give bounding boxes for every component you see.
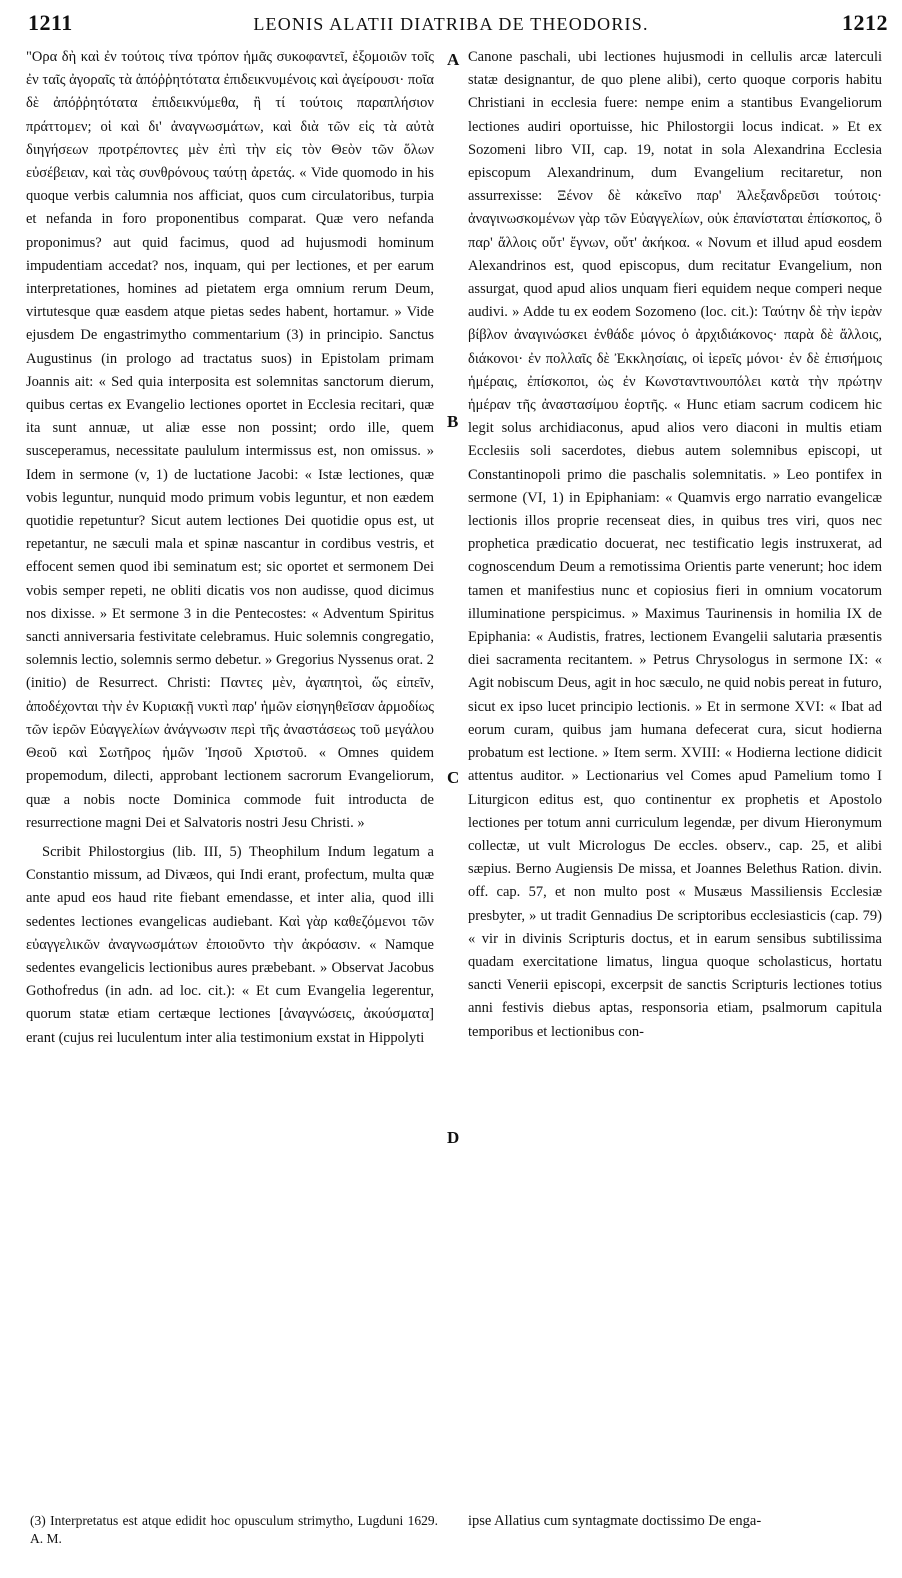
right-column xyxy=(468,46,882,1546)
footnote: (3) Interpretatus est atque edidit hoc opusculum strimytho, Lugduni 1629. A. M. xyxy=(30,1513,438,1546)
margin-letter-d: D xyxy=(447,1128,460,1147)
left-paragraph-1: "Ορα δὴ καὶ ἐν τούτοις τίνα τρόπον ἡμᾶς συκοφαντεῖ, ἐξομοιῶν τοῖς ἐν ταῖς ἀγοραῖς τὰ ἀπόῤῥητότατα ἐπιδεικνυμένοις καὶ ἀγείρουσι· ποῖα δὲ ἀπόῤῥητότατα ἐπιδεικνύμεθα, ἢ τί τούτοις παραπλήσιον πράττομεν; οἱ καὶ δι' ἀναγνωσμάτων, καὶ διὰ τῶν εἰς τὰ αὐτὰ διηγήσεων προτρέποντες μὲν ἐπὶ τὴν εἰς τὸν Θεὸν τῶν ὅλων εὐσέβειαν, καὶ τὰς συνθρόνους ταύτῃ ἀρετάς. « Vide quomodo in his quoque verbis calumnia nos afficiat, quos cum circulatoribus, turpia et nefanda in foro proponentibus comparat. Quæ vero nefanda proponimus? aut quid facimus, quod ad hujusmodi hominum impudentiam accedat? nos, inquam, qui per lectiones, et per earum interpretationes, homines ad pietatem erga omnium rerum Deum, virtutesque quæ easdem atque pietas sedes habent, hortamur. » Vide ejusdem De engastrimytho commentarium (3) in principio. Sanctus Augustinus (in prologo ad tractatus suos) in Epistolam primam Joannis ait: « Sed quia interposita est solemnitas sanctorum dierum, quibus certas ex Evangelio lectiones oportet in Ecclesia recitari, quæ ita sunt annuæ, ut aliæ esse non possint; ordo ille, quem susceperamus, necessitate paululum intermissus est, non omissus. » Idem in sermone (v, 1) de luctatione Jacobi: « Istæ lectiones, quæ vobis leguntur, nunquid modo primum vobis leguntur, et non eædem quotidie repetuntur? Sicut autem lectiones Dei quotidie opus est, ut repetantur, ne sæculi mala et spinæ nascantur in cordibus vestris, et effocent semen quod ibi seminatum est; sic oportet et sermonem Dei vobis semper repeti, ne obliti dicatis vos non audisse, quod dicimus nos dixisse. » Et sermone 3 in die Pentecostes: « Adventum Spiritus sancti anniversaria festivitate celebramus. Huic solemnis congregatio, solemnis lectio, solemnis sermo debetur. » Gregorius Nyssenus orat. 2 (initio) de Resurrect. Christi: Παντες μὲν, ἀγαπητοὶ, ὥς εἰπεῖν, ἀποδέχονται τὴν ἐν Κυριακῇ νυκτὶ παρ' ἡμῶν εἰσηγηθεῖσαν ἁρμοδίως τῶν ἱερῶν Εὐαγγελίων ἀνάγνωσιν περὶ τῆς ἀναστάσεως τοῦ μεγάλου Θεοῦ καὶ Σωτῆρος ἡμῶν Ἰησοῦ Χριστοῦ. « Omnes quidem propemodum, dilecti, approbant lectionem sacrorum Evangeliorum, quæ a nobis nocte Dominica commode fuit introducta de resurrectione magni Dei et Salvatoris nostri Jesu Christi. » xyxy=(26,49,434,831)
running-title: LEONIS ALATII DIATRIBA DE THEODORIS. xyxy=(253,14,649,34)
running-header xyxy=(0,0,902,40)
footnote-continuation: ipse Allatius cum syntagmate doctissimo De enga- xyxy=(468,1513,762,1529)
right-paragraph-1: Canone paschali, ubi lectiones hujusmodi in cellulis arcæ laterculi statæ designantur, de quo plene alibi), certo quoque corporis habitu Christiani in ecclesia fuere: nempe enim a stantibus Evangeliorum lectiones audiri oportuisse, hic Philostorgii locus indicat. » Et ex Sozomeni libro VII, cap. 19, notat in sola Alexandrina Ecclesia episcopum Alexandrinum, dum Evangelium recitaretur, non assurrexisse: Ξένον δὲ κἀκεῖνο παρ' Ἀλεξανδρεῦσι τούτοις· ἀναγινωσκομένων γὰρ τῶν Εὐαγγελίων, οὐκ ἐπανίσταται ἐπίσκοπος, ὃ παρ' ἄλλοις οὔτ' ἔγνων, οὔτ' ἀκήκοα. « Novum et illud apud eosdem Alexandrinos est, quod episcopus, dum recitatur Evangelium, non assurgat, quod apud alios unquam fieri equidem neque comperi neque audivi. » Adde tu ex eodem Sozomeno (loc. cit.): Ταύτην δὲ τὴν ἱερὰν βίβλον ἀναγινώσκει ἐνθάδε μόνος ὁ ἀρχιδιάκονος· παρὰ δὲ ἄλλοις, διάκονοι· ἐν πολλαῖς δὲ Ἐκκλησίαις, οἱ ἱερεῖς μόνοι· ἐν δὲ ἐπισήμοις ἡμέραις, ἐπίσκοποι, ὡς ἐν Κωνσταντινουπόλει κατὰ τὴν πρώτην ἡμέραν τῆς ἀναστασίμου ἑορτῆς. « Hunc etiam sacrum codicem hic legit solus archidiaconus, apud alios vero diaconi in multis etiam Ecclesiis soli sacerdotes, diebus autem solemnibus episcopi, ut Constantinopoli primo die paschalis solemnitatis. » Leo pontifex in sermone (VI, 1) in Epiphaniam: « Quamvis ergo narratio evangelicæ lectionis illos proprie recenseat dies, in quibus tres viri, quos nec prophetica prædicatio docuerat, nec testificatio legis instruxerat, ad cognoscendum Deum a remotissima Orientis parte venerunt; hoc idem tamen et manifestius nunc et copiosius fieri in omnium vocatorum illuminatione perspicimus. » Maximus Taurinensis in homilia IX de Epiphania: « Audistis, fratres, lectionem Evangelii salutaria præsentis diei sacramenta recitantem. » Petrus Chrysologus in sermone IX: « Agit nobiscum Deus, agit in hoc sæculo, ne quid nobis pereat in futuro, sicut ex ipso lucet principio lectionis. » Et in sermone XVI: « Ibat ad eorum curam, quibus jam humana defecerat cura, sicut hodierna probatum est lectione. » Item serm. XVIII: « Hodierna lectione didicit attentus auditor. » Lectionarius vel Comes apud Pamelium tomo I Liturgicon editus est, quo continentur ex prophetis et Apostolo lectiones per totum anni curriculum legendæ, per divum Hieronymum collectæ, ut vult Micrologus De eccles. observ., cap. 25, et alibi sæpius. Berno Augiensis De missa, et Joannes Belethus Ration. divin. off. cap. 57, et non multo post « Musæus Massiliensis Ecclesiæ presbyter, » ut tradit Gennadius De scriptoribus ecclesiasticis (cap. 79) « vir in divinis Scripturis doctus, et in earum sensibus subtilissima quadam exercitatione limatus, lingua quoque scholasticus, hortatu sancti Venerii episcopi, excerpsit de sanctis Scripturis lectiones totius anni festivis diebus aptas, responsoria etiam, psalmorum capitula temporibus et lectionibus con- xyxy=(468,49,882,1040)
margin-letter-c: C xyxy=(447,768,460,787)
margin-letter-b: B xyxy=(447,412,459,431)
page-number-right: 1212 xyxy=(842,10,888,35)
margin-letter-a: A xyxy=(447,50,460,69)
page-number-left: 1211 xyxy=(28,10,73,35)
left-column xyxy=(26,46,434,1546)
left-paragraph-2: Scribit Philostorgius (lib. III, 5) Theophilum Indum legatum a Constantio missum, ad Divæos, qui Indi erant, profectum, multa quæ ante apud eos haud rite fiebant emendasse, et inter alia, quod illi sedentes lectiones evangelicas audiebant. Καὶ γὰρ καθεζόμενοι τῶν εὐαγγελικῶν ἀναγνωσμάτων ἐποιοῦντο τὴν ἀκρόασιν. « Namque sedentes evangelicis lectionibus aures præbebant. » Observat Jacobus Gothofredus (in adn. ad loc. cit.): « Et cum Evangelia legerentur, quorum statæ etiam certæque lectiones [ἀναγνώσεις, ἀκούσματα] erant (cujus rei luculentum inter alia testimonium exstat in Hippolyti xyxy=(26,843,434,1046)
